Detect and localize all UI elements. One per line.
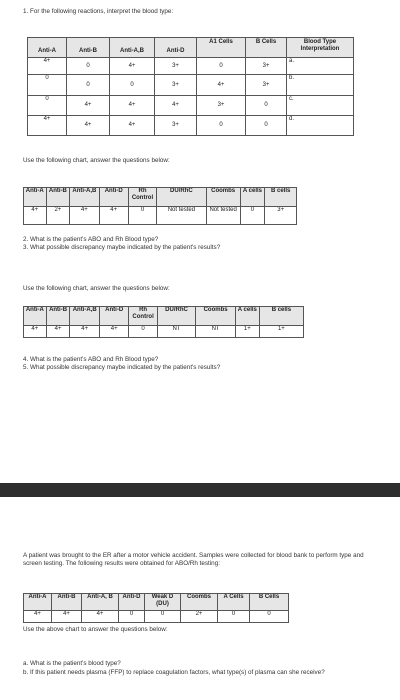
- q2-cell: 4+: [70, 207, 99, 225]
- q4-header: Coombs: [196, 307, 236, 326]
- q4-cell: NT: [196, 326, 236, 338]
- q1-header: Anti-A,B: [110, 38, 155, 58]
- q1-cell: 4+: [110, 116, 155, 136]
- q1-cell: 3+: [155, 116, 197, 136]
- q4-intro: Use the following chart, answer the questions below:: [23, 285, 170, 292]
- case-header: Anti-A, B: [82, 594, 119, 611]
- question-2: 2. What is the patient's ABO and Rh Blood type?: [23, 236, 159, 243]
- q4-table: [23, 306, 304, 338]
- q4-cell: NT: [157, 326, 196, 338]
- q4-cell: 1+: [259, 326, 303, 338]
- q1-header: B Cells: [246, 38, 287, 58]
- section-divider: [0, 483, 400, 497]
- q1-header: Anti-D: [155, 38, 197, 58]
- q1-table: [27, 37, 354, 136]
- q2-header: Coombs: [206, 188, 240, 207]
- q4-cell: 4+: [46, 326, 70, 338]
- q1-cell: 3+: [197, 96, 246, 116]
- q2-header: B cells: [265, 188, 297, 207]
- q1-cell: 0: [67, 75, 110, 96]
- q2-header: A cells: [240, 188, 265, 207]
- q1-header: Anti-A: [28, 38, 67, 58]
- q1-cell: 0: [110, 75, 155, 96]
- case-cell: 4+: [52, 611, 82, 623]
- q1-header: A1 Cells: [197, 38, 246, 58]
- q1-header: Blood Type Interpretation: [287, 38, 354, 58]
- case-paragraph: A patient was brought to the ER after a motor vehicle accident. Samples were collected for blood bank to perform type and screen testing. The following results were obtained for ABO/Rh testing:: [23, 552, 364, 567]
- case-header: B Cells: [250, 594, 289, 611]
- case-header: Weak D (DU): [145, 594, 181, 611]
- q2-header: Anti-A: [24, 188, 47, 207]
- q1-cell: 0: [28, 96, 67, 116]
- q1-cell: 3+: [155, 75, 197, 96]
- q4-header: Anti-B: [46, 307, 70, 326]
- q1-cell: 4+: [155, 96, 197, 116]
- q1-cell: 0: [246, 96, 287, 116]
- q2-intro: Use the following chart, answer the questions below:: [23, 157, 170, 164]
- q1-cell: 0: [67, 58, 110, 75]
- question-5: 5. What possible discrepancy maybe indicated by the patient's results?: [23, 364, 221, 371]
- q2-cell: 0: [240, 207, 265, 225]
- q1-interpretation[interactable]: b.: [287, 75, 354, 96]
- q1-title: 1. For the following reactions, interpret the blood type:: [23, 8, 174, 15]
- q2-cell: 4+: [99, 207, 128, 225]
- q2-header: Anti-B: [46, 188, 70, 207]
- case-table: [23, 593, 289, 623]
- q4-cell: 4+: [24, 326, 47, 338]
- q2-header: Anti-A,B: [70, 188, 99, 207]
- q2-cell: 2+: [46, 207, 70, 225]
- q1-cell: 0: [28, 75, 67, 96]
- q4-header: Anti-A: [24, 307, 47, 326]
- q1-cell: 0: [197, 116, 246, 136]
- case-instruction: Use the above chart to answer the questions below:: [23, 626, 168, 633]
- question-a: a. What is the patient's blood type?: [23, 660, 121, 667]
- case-cell: 4+: [82, 611, 119, 623]
- q4-header: A cells: [235, 307, 259, 326]
- q1-cell: 0: [197, 58, 246, 75]
- q4-header: B cells: [259, 307, 303, 326]
- case-cell: 0: [119, 611, 145, 623]
- q2-cell: 4+: [24, 207, 47, 225]
- q4-header: Anti-A,B: [70, 307, 99, 326]
- case-cell: 2+: [181, 611, 218, 623]
- q1-cell: 4+: [67, 96, 110, 116]
- q1-cell: 4+: [28, 58, 67, 75]
- case-cell: 4+: [24, 611, 52, 623]
- question-4: 4. What is the patient's ABO and Rh Blood type?: [23, 356, 159, 363]
- q1-cell: 0: [246, 116, 287, 136]
- q2-table: [23, 187, 297, 225]
- q1-cell: 3+: [246, 75, 287, 96]
- q2-cell: 0: [128, 207, 156, 225]
- question-b: b. If this patient needs plasma (FFP) to replace coagulation factors, what type(s) of plasma can she receive?: [23, 669, 325, 676]
- q2-header: DU/RhC: [157, 188, 207, 207]
- case-header: Anti-D: [119, 594, 145, 611]
- q2-header: Rh Control: [128, 188, 156, 207]
- q1-cell: 4+: [197, 75, 246, 96]
- q2-cell: Not tested: [157, 207, 207, 225]
- q1-cell: 4+: [110, 58, 155, 75]
- case-header: Anti-A: [24, 594, 52, 611]
- q1-header: Anti-B: [67, 38, 110, 58]
- case-header: Anti-B: [52, 594, 82, 611]
- q4-cell: 4+: [99, 326, 128, 338]
- case-cell: 0: [250, 611, 289, 623]
- q1-interpretation[interactable]: d.: [287, 116, 354, 136]
- q1-interpretation[interactable]: a.: [287, 58, 354, 75]
- q4-header: Anti-D: [99, 307, 128, 326]
- q4-cell: 1+: [235, 326, 259, 338]
- question-3: 3. What possible discrepancy maybe indicated by the patient's results?: [23, 244, 221, 251]
- q1-interpretation[interactable]: c.: [287, 96, 354, 116]
- case-header: Coombs: [181, 594, 218, 611]
- q4-cell: 4+: [70, 326, 99, 338]
- q4-header: Rh Control: [129, 307, 157, 326]
- q1-cell: 4+: [67, 116, 110, 136]
- case-cell: 0: [218, 611, 250, 623]
- q2-cell: 3+: [265, 207, 297, 225]
- q4-header: DU/RhC: [157, 307, 196, 326]
- q1-cell: 4+: [110, 96, 155, 116]
- q2-cell: Not tested: [206, 207, 240, 225]
- q2-header: Anti-D: [99, 188, 128, 207]
- case-cell: 0: [145, 611, 181, 623]
- q1-cell: 3+: [246, 58, 287, 75]
- q1-cell: 4+: [28, 116, 67, 136]
- case-header: A Cells: [218, 594, 250, 611]
- q1-cell: 3+: [155, 58, 197, 75]
- q4-cell: 0: [129, 326, 157, 338]
